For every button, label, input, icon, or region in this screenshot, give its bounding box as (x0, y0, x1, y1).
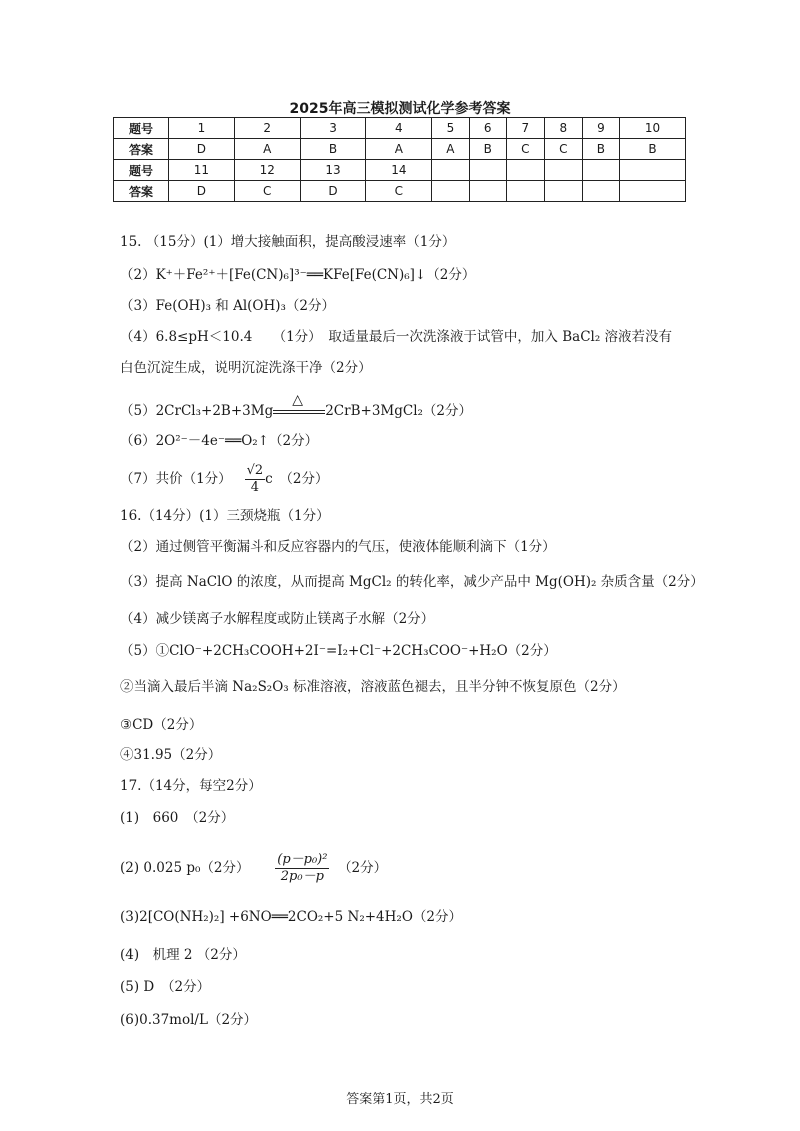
answer-line: （2）K⁺＋Fe²⁺＋[Fe(CN)₆]³⁻══KFe[Fe(CN)₆]↓（2分） (120, 267, 476, 283)
table-cell: D (169, 139, 235, 160)
answer-line: ②当滴入最后半滴 Na₂S₂O₃ 标准溶液，溶液蓝色褪去，且半分钟不恢复原色（2分） (120, 679, 626, 695)
heating-equals-sign (273, 391, 325, 421)
answer-text: c （2分） (265, 471, 329, 487)
table-row-answers-2 (114, 181, 686, 202)
table-cell: D (300, 181, 366, 202)
table-cell: D (169, 181, 235, 202)
table-cell: A (366, 139, 432, 160)
answer-line: （4）6.8≤pH＜10.4 （1分） 取适量最后一次洗涤液于试管中，加入 BaCl₂ 溶液若没有 (120, 329, 673, 345)
answer-line-fraction (120, 852, 387, 885)
table-cell: 4 (366, 118, 432, 139)
answer-line: 16.（14分）(1）三颈烧瓶（1分） (120, 508, 330, 524)
answer-line: ④31.95（2分） (120, 747, 222, 763)
table-cell (469, 160, 506, 181)
answer-line: 白色沉淀生成，说明沉淀洗涤干净（2分） (120, 360, 372, 376)
answer-line: （5）①ClO⁻+2CH₃COOH+2I⁻=I₂+Cl⁻+2CH₃COO⁻+H₂O（2分） (120, 643, 557, 659)
fraction (245, 463, 266, 496)
table-cell: B (620, 139, 686, 160)
answer-line: 17.（14分，每空2分） (120, 778, 262, 794)
answer-line: ③CD（2分） (120, 717, 203, 733)
table-row-answers-1 (114, 139, 686, 160)
answer-line: （3）Fe(OH)₃ 和 Al(OH)₃（2分） (120, 298, 336, 314)
answer-line: （4）减少镁离子水解程度或防止镁离子水解（2分） (120, 611, 435, 627)
table-cell (469, 181, 506, 202)
fraction-numerator: √2 (246, 463, 264, 478)
table-cell: B (582, 139, 619, 160)
table-cell (432, 181, 469, 202)
table-cell-head: 题号 (114, 118, 169, 139)
table-cell-head: 答案 (114, 139, 169, 160)
answer-line: 15. （15分）(1）增大接触面积，提高酸浸速率（1分） (120, 234, 456, 250)
answer-line: （6）2O²⁻－4e⁻══O₂↑（2分） (120, 433, 319, 449)
table-cell: 14 (366, 160, 432, 181)
fraction-numerator: (p－p₀)² (277, 852, 328, 867)
table-cell: 3 (300, 118, 366, 139)
answer-line: (5) D （2分） (120, 979, 211, 995)
answer-table (113, 117, 686, 202)
answer-line: (1) 660 （2分） (120, 810, 235, 826)
table-cell: 6 (469, 118, 506, 139)
table-cell-head: 答案 (114, 181, 169, 202)
answer-line-equation (120, 391, 473, 421)
answer-text: （7）共价（1分） (120, 471, 232, 487)
table-cell: 13 (300, 160, 366, 181)
table-cell (432, 160, 469, 181)
table-cell: 2 (234, 118, 300, 139)
table-cell: C (366, 181, 432, 202)
answer-line: (3)2[CO(NH₂)₂] +6NO══2CO₂+5 N₂+4H₂O（2分） (120, 909, 462, 925)
table-cell-head: 题号 (114, 160, 169, 181)
answer-line: （3）提高 NaClO 的浓度，从而提高 MgCl₂ 的转化率，减少产品中 Mg(OH)₂ 杂质含量（2分） (120, 574, 704, 590)
table-cell: 7 (506, 118, 544, 139)
fraction-denominator: 4 (250, 480, 259, 495)
page-title: 2025年高三模拟测试化学参考答案 (289, 101, 511, 117)
table-cell (620, 160, 686, 181)
fraction (275, 852, 329, 885)
answer-line-fraction (120, 463, 329, 496)
answer-text: (2) 0.025 p₀（2分） (120, 860, 250, 876)
table-cell: 9 (582, 118, 619, 139)
table-cell (544, 181, 582, 202)
table-cell: 5 (432, 118, 469, 139)
answer-line: (6)0.37mol/L（2分） (120, 1012, 258, 1028)
table-cell: C (234, 181, 300, 202)
table-cell: B (300, 139, 366, 160)
page-footer: 答案第1页，共2页 (346, 1092, 454, 1107)
heat-triangle-icon: △ (292, 391, 303, 408)
table-cell: A (234, 139, 300, 160)
table-cell: C (544, 139, 582, 160)
answer-text: （2分） (338, 860, 388, 876)
table-cell (582, 181, 619, 202)
table-cell (506, 181, 544, 202)
table-cell: A (432, 139, 469, 160)
table-cell: 10 (620, 118, 686, 139)
table-cell (582, 160, 619, 181)
table-cell (506, 160, 544, 181)
table-cell (544, 160, 582, 181)
table-cell: 12 (234, 160, 300, 181)
table-cell: 1 (169, 118, 235, 139)
table-cell (620, 181, 686, 202)
answer-line: （2）通过侧管平衡漏斗和反应容器内的气压，使液体能顺利滴下（1分） (120, 539, 556, 555)
equation-left: （5）2CrCl₃+2B+3Mg (120, 403, 274, 419)
table-row-questions-1 (114, 118, 686, 139)
table-cell: 11 (169, 160, 235, 181)
table-cell: C (506, 139, 544, 160)
answer-line: (4) 机理 2 （2分） (120, 947, 246, 963)
equation-right: 2CrB+3MgCl₂（2分） (325, 403, 473, 419)
fraction-denominator: 2p₀－p (280, 869, 324, 884)
table-cell: B (469, 139, 506, 160)
table-row-questions-2 (114, 160, 686, 181)
table-cell: 8 (544, 118, 582, 139)
